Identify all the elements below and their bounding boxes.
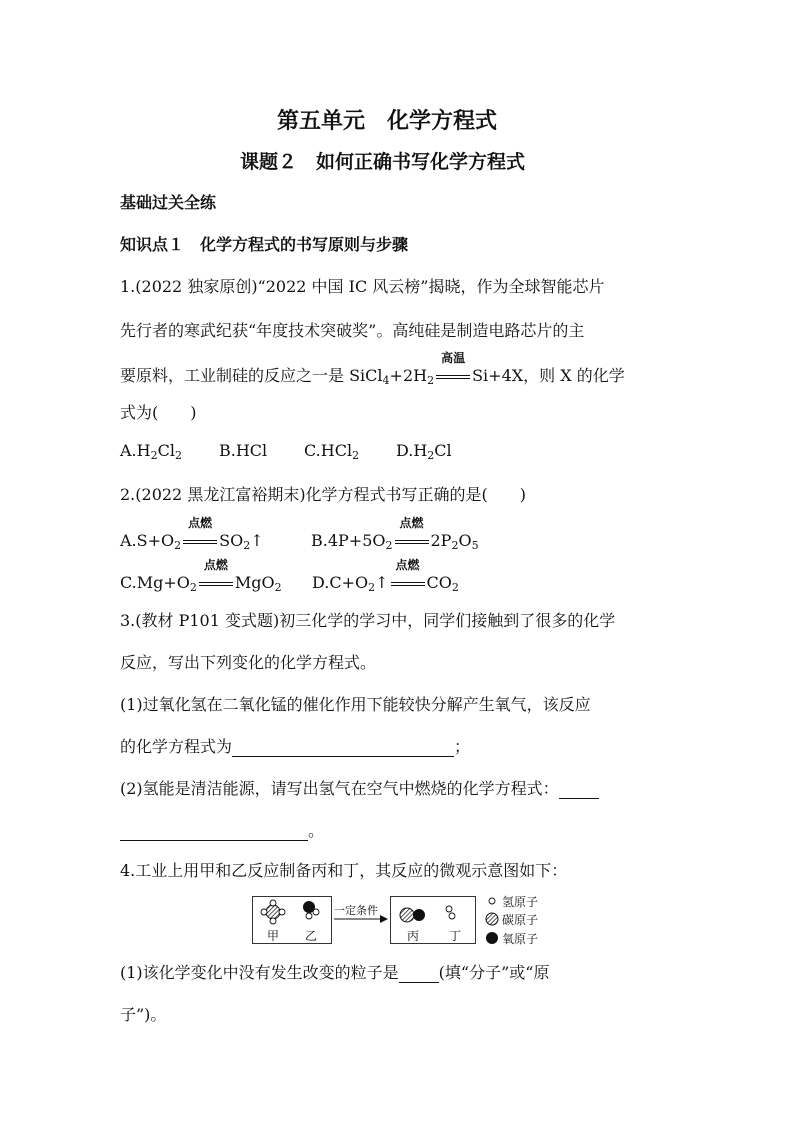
lesson-subtitle: 课题２ 如何正确书写化学方程式 xyxy=(240,151,526,173)
q3-part1-line-2: 的化学方程式为 ； xyxy=(120,737,471,756)
q1-eq-part: Si+4X，则 X 的化学 xyxy=(472,366,625,385)
oxygen-atom-icon xyxy=(486,932,498,944)
q1-line-1: 1.(2022 独家原创)“2022 中国 IC 风云榜”揭晓，作为全球智能芯片 xyxy=(120,277,605,296)
arrow-condition-text: 一定条件 xyxy=(334,904,378,917)
q4-part1-line-2: 子”)。 xyxy=(120,1005,167,1024)
q1-option-c: C.HCl$_2$ xyxy=(304,441,360,462)
knowledge-point-heading: 知识点１ 化学方程式的书写原则与步骤 xyxy=(120,235,409,254)
water-molecule-icon xyxy=(303,901,319,919)
q3-line-2: 反应，写出下列变化的化学方程式。 xyxy=(120,653,377,672)
q4-part1-line-1: (1)该化学变化中没有发生改变的粒子是 (填“分子”或“原 xyxy=(120,963,550,982)
condition-text: 高温 xyxy=(441,351,466,365)
reaction-condition-sign: 点燃 xyxy=(199,573,233,592)
q4-stem: 4.工业上用甲和乙反应制备丙和丁，其反应的微观示意图如下： xyxy=(120,861,568,880)
answer-blank[interactable] xyxy=(120,821,308,841)
label-ding: 丁 xyxy=(449,929,462,943)
q1-line-4: 式为( ) xyxy=(120,403,197,422)
legend-oxygen: 氧原子 xyxy=(502,932,539,946)
reactant-molecules xyxy=(253,897,331,943)
carbon-atom-icon xyxy=(486,913,498,925)
q1-eq-part: 要原料，工业制硅的反应之一是 SiCl xyxy=(120,366,383,385)
hydrogen-molecule-icon xyxy=(446,906,455,919)
q2-option-c: $C.Mg+O_2$ 点燃 MgO$_2$ xyxy=(120,558,282,594)
product-box xyxy=(390,896,476,944)
arrow-icon xyxy=(332,902,390,926)
reactant-box xyxy=(252,896,332,944)
q1-line-2: 先行者的寒武纪获“年度技术突破奖”。高纯硅是制造电路芯片的主 xyxy=(120,321,585,340)
reaction-arrow xyxy=(332,902,390,926)
q2-option-b: $B.4P+5O_2$ 点燃 $2P_2O_5$ xyxy=(311,516,479,552)
q1-option-b: B.HCl xyxy=(219,441,268,460)
legend-hydrogen: 氢原子 xyxy=(502,895,539,909)
q1-eq-sub: 2 xyxy=(427,374,435,387)
q1-line-3 xyxy=(120,351,625,387)
carbon-monoxide-molecule-icon xyxy=(400,908,425,922)
q2-option-d: $D.C+O_2↑$ 点燃 $CO_2$ xyxy=(312,558,459,594)
legend-carbon: 碳原子 xyxy=(502,913,539,927)
q2-option-a: $A.S+O_2$ 点燃 $SO_2↑$ xyxy=(120,516,264,552)
q3-part2-line-1: (2)氢能是清洁能源，请写出氢气在空气中燃烧的化学方程式： xyxy=(120,776,599,799)
reaction-condition-sign: 点燃 xyxy=(395,531,429,550)
hydrogen-atom-icon xyxy=(489,898,495,904)
page-title: 第五单元 化学方程式 xyxy=(277,108,498,134)
label-yi: 乙 xyxy=(305,929,318,943)
q1-option-d: $D.H_2Cl$ xyxy=(396,441,452,462)
reaction-condition-sign: 点燃 xyxy=(391,573,425,592)
answer-blank[interactable] xyxy=(232,737,454,757)
label-jia: 甲 xyxy=(267,929,280,943)
answer-blank[interactable] xyxy=(399,963,439,983)
product-molecules xyxy=(391,897,475,943)
q3-part1-line-1: (1)过氧化氢在二氧化锰的催化作用下能较快分解产生氧气，该反应 xyxy=(120,695,591,714)
atom-legend xyxy=(484,892,564,950)
q3-part2-line-2: 。 xyxy=(120,818,324,841)
legend-icons xyxy=(484,892,504,950)
q1-eq-sub: 4 xyxy=(382,374,390,387)
methane-molecule-icon xyxy=(261,900,285,924)
answer-blank[interactable] xyxy=(559,779,599,799)
q3-line-1: 3.(教材 P101 变式题)初三化学的学习中，同学们接触到了很多的化学 xyxy=(120,611,616,630)
reaction-condition-sign: 点燃 xyxy=(183,531,217,550)
q1-eq-part: +2H xyxy=(389,366,428,385)
reaction-condition-sign xyxy=(436,351,470,385)
label-bing: 丙 xyxy=(407,929,420,943)
q1-option-a: $A.H_2Cl_2$ xyxy=(120,441,182,462)
q2-stem: 2.(2022 黑龙江富裕期末)化学方程式书写正确的是( ) xyxy=(120,485,527,504)
section-heading: 基础过关全练 xyxy=(120,193,217,212)
